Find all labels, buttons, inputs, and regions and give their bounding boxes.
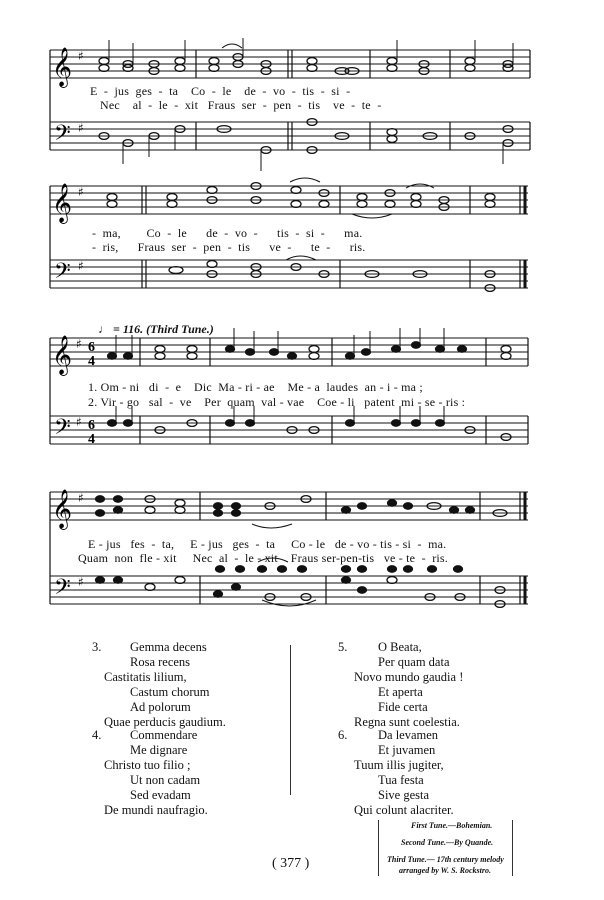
svg-text:𝄢: 𝄢 xyxy=(54,415,71,445)
treble-clef: 𝄞 xyxy=(52,47,73,87)
verse-line: Castum chorum xyxy=(130,685,210,699)
svg-text:♯: ♯ xyxy=(78,575,84,589)
treble-staff xyxy=(50,50,530,78)
system-1-lyric-line-1: E - jus ges - ta Co - le de - vo - tis - si - xyxy=(90,84,351,98)
third-tune-credit: Third Tune.— 17th century melody xyxy=(387,855,504,864)
svg-text:♯: ♯ xyxy=(76,415,82,429)
verse-line: Et juvamen xyxy=(378,743,436,757)
verse-line: Qui colunt alacriter. xyxy=(354,803,454,817)
svg-text:𝄞: 𝄞 xyxy=(52,335,73,375)
verse-4-number: 4. xyxy=(92,728,102,742)
system-4-lyric-line-2: Quam non fle - xit Nec al - le - xit Fraus ser-pen-tis ve - te - ris. xyxy=(78,551,448,565)
system-3-lyric-line-1: 1. Om - ni di - e Dic Ma - ri - ae Me - a laudes an - i - ma ; xyxy=(88,380,423,394)
verse-line: Tua festa xyxy=(378,773,424,787)
svg-text:𝄢: 𝄢 xyxy=(54,575,71,605)
svg-text:𝄞: 𝄞 xyxy=(52,489,73,529)
svg-text:♯: ♯ xyxy=(78,491,84,505)
verse-line: Me dignare xyxy=(130,743,188,757)
tempo-marking: ♩ = 116. (Third Tune.) xyxy=(98,322,214,336)
svg-text:6: 6 xyxy=(88,418,95,433)
svg-text:♯: ♯ xyxy=(78,259,84,273)
system-3-lyric-line-2: 2. Vir - go sal - ve Per quam val - vae Coe - li patent mi - se - ris : xyxy=(88,395,466,409)
verse-5 xyxy=(338,640,463,730)
svg-text:𝄞: 𝄞 xyxy=(52,183,73,223)
verse-line: O Beata, xyxy=(378,640,422,654)
first-tune-credit: First Tune.—Bohemian. xyxy=(411,821,493,830)
verse-line: Da levamen xyxy=(378,728,439,742)
svg-text:4: 4 xyxy=(88,432,95,447)
system-2-lyric-line-1: - ma, Co - le de - vo - tis - si - ma. xyxy=(92,226,363,240)
system-2-lyric-line-2: - ris, Fraus ser - pen - tis ve - te - ris. xyxy=(92,240,366,254)
verse-line: Per quam data xyxy=(378,655,450,669)
verse-line: Regna sunt coelestia. xyxy=(354,715,460,729)
verse-line: Fide certa xyxy=(378,700,428,714)
svg-text:6: 6 xyxy=(88,340,95,355)
verse-4 xyxy=(92,728,208,818)
verse-line: Novo mundo gaudia ! xyxy=(354,670,464,684)
verse-line: Gemma decens xyxy=(130,640,207,654)
music-system-1 xyxy=(0,38,604,198)
verse-line: Tuum illis jugiter, xyxy=(354,758,444,772)
column-divider xyxy=(290,645,291,795)
verse-line: Castitatis lilium, xyxy=(104,670,187,684)
svg-text:♯: ♯ xyxy=(78,185,84,199)
verse-line: Sive gesta xyxy=(378,788,430,802)
system-4-lyric-line-1: E - jus fes - ta, E - jus ges - ta Co - le de - vo - tis - si - ma. xyxy=(88,537,447,551)
verse-line: Christo tuo filio ; xyxy=(104,758,191,772)
svg-text:♯: ♯ xyxy=(76,337,82,351)
page-number: ( 377 ) xyxy=(272,856,310,871)
verse-3-number: 3. xyxy=(92,640,102,654)
verse-line: Commendare xyxy=(130,728,198,742)
verse-5-number: 5. xyxy=(338,640,348,654)
bass-staff xyxy=(50,122,530,150)
svg-text:4: 4 xyxy=(88,354,95,369)
system-1-lyric-line-2: Nec al - le - xit Fraus ser - pen - tis ve - te - xyxy=(100,98,382,112)
bass-clef: 𝄢 xyxy=(54,121,71,151)
verse-line: Rosa recens xyxy=(130,655,191,669)
third-tune-arranger: arranged by W. S. Rockstro. xyxy=(399,866,491,875)
verse-6-number: 6. xyxy=(338,728,348,742)
verse-line: Ad polorum xyxy=(130,700,191,714)
verse-line: Sed evadam xyxy=(130,788,191,802)
verse-line: Ut non cadam xyxy=(130,773,201,787)
verse-line: Quae perducis gaudium. xyxy=(104,715,226,729)
verse-3 xyxy=(92,640,226,730)
second-tune-credit: Second Tune.—By Quande. xyxy=(401,838,494,847)
verse-6 xyxy=(338,728,454,818)
verse-line: De mundi naufragio. xyxy=(104,803,208,817)
svg-text:𝄢: 𝄢 xyxy=(54,259,71,289)
svg-text:♯: ♯ xyxy=(78,121,84,135)
tune-attributions xyxy=(378,820,513,876)
svg-text:♯: ♯ xyxy=(78,49,84,63)
verse-line: Et aperta xyxy=(378,685,423,699)
